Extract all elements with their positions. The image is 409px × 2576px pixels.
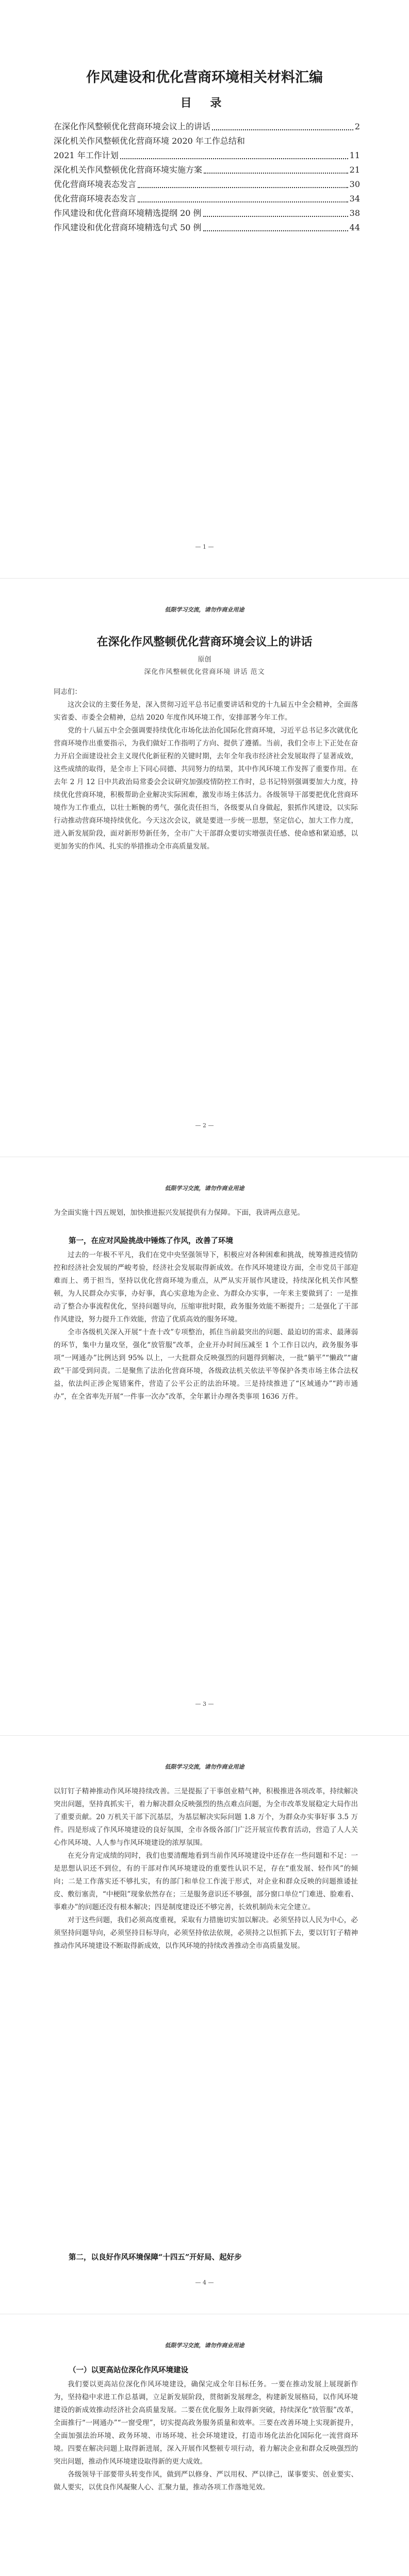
toc-entry[interactable] <box>54 192 360 206</box>
body-paragraph: 我们要以更高站位深化作风环境建设，确保完成全年目标任务。一要在推动发展上展现新作为，坚持稳中求进工作总基调，立足新发展阶段，贯彻新发展理念，构建新发展格局，以作风环境建设的新成效推动经济社会高质量发展。二要在优化服务上取得新突破，持续深化“放管服”改革，全面推行“一网通办”“一窗受理”，切实提高政务服务质量和效率。三要在改善环境上实现新提升，全面加强法治环境、政务环境、市场环境、社会环境建设，打造市场化法治化国际化一流营商环境。四要在解决问题上取得新进展，深入开展作风整顿专项行动，着力解决企业和群众反映强烈的突出问题，推动作风环境建设取得新的更大成效。 <box>54 2380 358 2466</box>
table-of-contents <box>54 120 360 235</box>
page-1 <box>0 0 409 578</box>
lead-paragraph: 为全面实施十四五规划，加快推进振兴发展提供有力保障。下面，我讲两点意见。 <box>54 1209 304 1217</box>
speech-tags: 深化作风整顿优化营商环境 讲话 范文 <box>144 668 265 676</box>
section-heading: 第一，在应对风险挑战中锤炼了作风，改善了环境 <box>69 1236 233 1245</box>
body-paragraph: 各级领导干部要带头转变作风，做到严以修身、严以用权、严以律己，谋事要实、创业要实、做人要实，以优良作风凝聚人心、汇聚力量，推动各项工作落地见效。 <box>54 2470 358 2492</box>
body-paragraph: 全市各级机关深入开展“十查十改”专项整治，抓住当前最突出的问题、最迫切的需求、最薄弱的环节，集中力量攻坚，强化“放管服”改革，企业开办时间压减至 1 个工作日以内，政务服务事项“一网通办”比例达到 95% 以上，一大批群众反映强烈的问题得到解决，一批“躺平”“懒政”“庸政”干部受到问责。二是聚焦了法治化营商环境，各级政法机关依法平等保护各类市场主体合法权益，依法纠正涉企冤错案件，营造了公平公正的法治环境。三是持续推进了“区域通办”“跨市通办”，在全省率先开展“一件事一次办”改革，全年累计办理各类事项 1636 万件。 <box>54 1328 358 1401</box>
page-5 <box>0 2314 409 2576</box>
toc-leader <box>204 173 348 174</box>
toc-entry-page: 44 <box>349 223 360 232</box>
toc-entry[interactable] <box>54 134 360 148</box>
page-4 <box>0 1736 409 2314</box>
running-header: 低限学习交流，请勿作商业用途 <box>165 606 244 613</box>
page-3 <box>0 1157 409 1735</box>
toc-entry-page: 2 <box>354 122 360 131</box>
body-paragraph: 以钉钉子精神推动作风环境持续改善。三是提振了干事创业精气神，积极推进各项改革，持续解决突出问题，坚持真抓实干，着力解决群众反映强烈的热点难点问题，为全市改革发展稳定大局作出了重要贡献。20 万机关干部下沉基层，为基层解决实际问题 1.8 万个，为群众办实事好事 3.5 万件。四是形成了作风环境建设的良好氛围，全市各级各部门广泛开展宣传教育活动，营造了人人关心作风环境、人人参与作风环境建设的浓厚氛围。 <box>54 1787 358 1847</box>
toc-entry-title: 在深化作风整顿优化营商环境会议上的讲话 <box>54 122 211 131</box>
toc-entry[interactable] <box>54 120 360 134</box>
running-header: 低限学习交流，请勿作商业用途 <box>165 1185 244 1192</box>
toc-entry-title: 2021 年工作计划 <box>54 150 119 160</box>
toc-entry[interactable] <box>54 148 360 163</box>
toc-leader <box>138 187 348 188</box>
section-heading: 第二，以良好作风环境保障“十四五”开好局、起好步 <box>69 2253 242 2262</box>
toc-entry-title: 作风建设和优化营商环境精选句式 50 例 <box>54 223 202 232</box>
toc-entry-page: 21 <box>349 165 360 175</box>
lead-paragraph-block <box>54 1207 358 1219</box>
toc-entry-page: 34 <box>349 194 360 204</box>
toc-entry[interactable] <box>54 221 360 235</box>
body-paragraph: 对于这些问题，我们必须高度重视，采取有力措施切实加以解决。必须坚持以人民为中心，必须坚持问题导向，必须坚持目标导向，必须坚持依法依规，必须持之以恒抓下去，要以钉钉子精神推动作风环境建设不断取得新成效，以作风环境的持续改善推动全市高质量发展。 <box>54 1916 358 1950</box>
body-paragraph: 在充分肯定成绩的同时，我们也要清醒地看到当前作风环境建设中还存在一些问题和不足：一是思想认识还不到位，有的干部对作风环境建设的重要性认识不足，存在“重发展、轻作风”的倾向；二是工作落实还不够扎实，有的部门和单位工作流于形式，对企业和群众反映的问题推诿扯皮、敷衍塞责，“中梗阻”现象依然存在；三是服务意识还不够强，部分窗口单位“门难进、脸难看、事难办”的问题还没有根本解决；四是制度建设还不够完善，长效机制尚未完全建立。 <box>54 1852 358 1911</box>
speech-title: 在深化作风整顿优化营商环境会议上的讲话 <box>96 635 313 649</box>
toc-entry[interactable] <box>54 177 360 192</box>
page-number: — 3 — <box>195 1701 214 1707</box>
toc-entry-title: 深化机关作风整顿优化营商环境实施方案 <box>54 165 203 175</box>
toc-entry-title: 深化机关作风整顿优化营商环境 2020 年工作总结和 <box>54 136 245 146</box>
page-number: — 4 — <box>195 2279 214 2286</box>
speech-subtitle: 原创 <box>198 656 211 664</box>
page-2 <box>0 579 409 1157</box>
toc-leader <box>138 201 348 202</box>
toc-entry[interactable] <box>54 206 360 221</box>
section-body <box>54 1249 358 1403</box>
toc-leader <box>212 129 353 130</box>
page-number: — 2 — <box>195 1122 214 1129</box>
running-header: 低限学习交流，请勿作商业用途 <box>165 1764 244 1770</box>
page-number: — 1 — <box>195 544 214 550</box>
toc-heading: 目 录 <box>180 96 229 110</box>
toc-entry-page: 11 <box>349 150 360 160</box>
body-paragraph: 这次会议的主要任务是，深入贯彻习近平总书记重要讲话和党的十九届五中全会精神，全面落实省委、市委全会精神，总结 2020 年度作风环境工作，安排部署今年工作。 <box>54 701 358 722</box>
section-heading: （一）以更高站位深化作风环境建设 <box>69 2366 188 2375</box>
toc-entry-page: 30 <box>349 179 360 189</box>
body-paragraph: 过去的一年极不平凡，我们在党中央坚强领导下，积极应对各种困难和挑战，统筹推进疫情防控和经济社会发展的严峻考验，经济社会发展取得新成效。在作风环境建设方面，全市党员干部迎难而上、勇于担当，坚持以优化营商环境为重点，从严从实开展作风建设，持续深化机关作风整顿，为人民群众办实事，办好事，真心实意地为企业、为群众办实事，一年来主要做到了：一是推动了整合办事流程优化，坚持问题导向，压缩审批时限，政务服务效能不断提升；二是强化了干部作风建设，努力提升工作效能，营造了优质高效的服务环境。 <box>54 1251 358 1324</box>
salutation: 同志们： <box>54 688 81 696</box>
toc-entry-title: 优化营商环境表态发言 <box>54 194 137 204</box>
toc-leader <box>120 158 348 159</box>
toc-entry-title: 作风建设和优化营商环境精选提纲 20 例 <box>54 208 202 218</box>
running-header: 低限学习交流，请勿作商业用途 <box>165 2342 244 2349</box>
speech-body <box>54 686 358 853</box>
toc-entry[interactable] <box>54 163 360 177</box>
toc-entry-page: 38 <box>349 208 360 218</box>
toc-entry-title: 优化营商环境表态发言 <box>54 179 137 189</box>
document-title: 作风建设和优化营商环境相关材料汇编 <box>86 70 323 86</box>
page-body <box>54 2378 358 2494</box>
toc-leader <box>203 230 348 231</box>
body-paragraph: 党的十八届五中全会强调要持续优化市场化法治化国际化营商环境，习近平总书记多次就优化营商环境作出重要指示，为我们做好工作指明了方向、提供了遵循。当前，我们全市上下正处在奋力开启全面建设社会主义现代化新征程的关键时期，去年全年我市经济社会发展取得了显著成效，这些成绩的取得，是全市上下同心同德、共同努力的结果，其中作风环境工作发挥了重要作用。在去年 2 月 12 日中共政治局常委会会议研究加强疫情防控工作时，总书记特别强调要加大力度，持续优化营商环境，积极帮助企业解决实际困难，激发市场主体活力。各级领导干部要把优化营商环境作为工作重点，以壮士断腕的勇气，强化责任担当，各级要从自身做起，狠抓作风建设，以实际行动推动营商环境持续优化。今天这次会议，就是要进一步统一思想，坚定信心，加大工作力度，进入新发展阶段，面对新形势新任务，全市广大干部群众要切实增强责任感、使命感和紧迫感，以更加务实的作风、扎实的举措推动全市高质量发展。 <box>54 726 358 851</box>
toc-leader <box>203 216 348 217</box>
page-body <box>54 1785 358 1953</box>
